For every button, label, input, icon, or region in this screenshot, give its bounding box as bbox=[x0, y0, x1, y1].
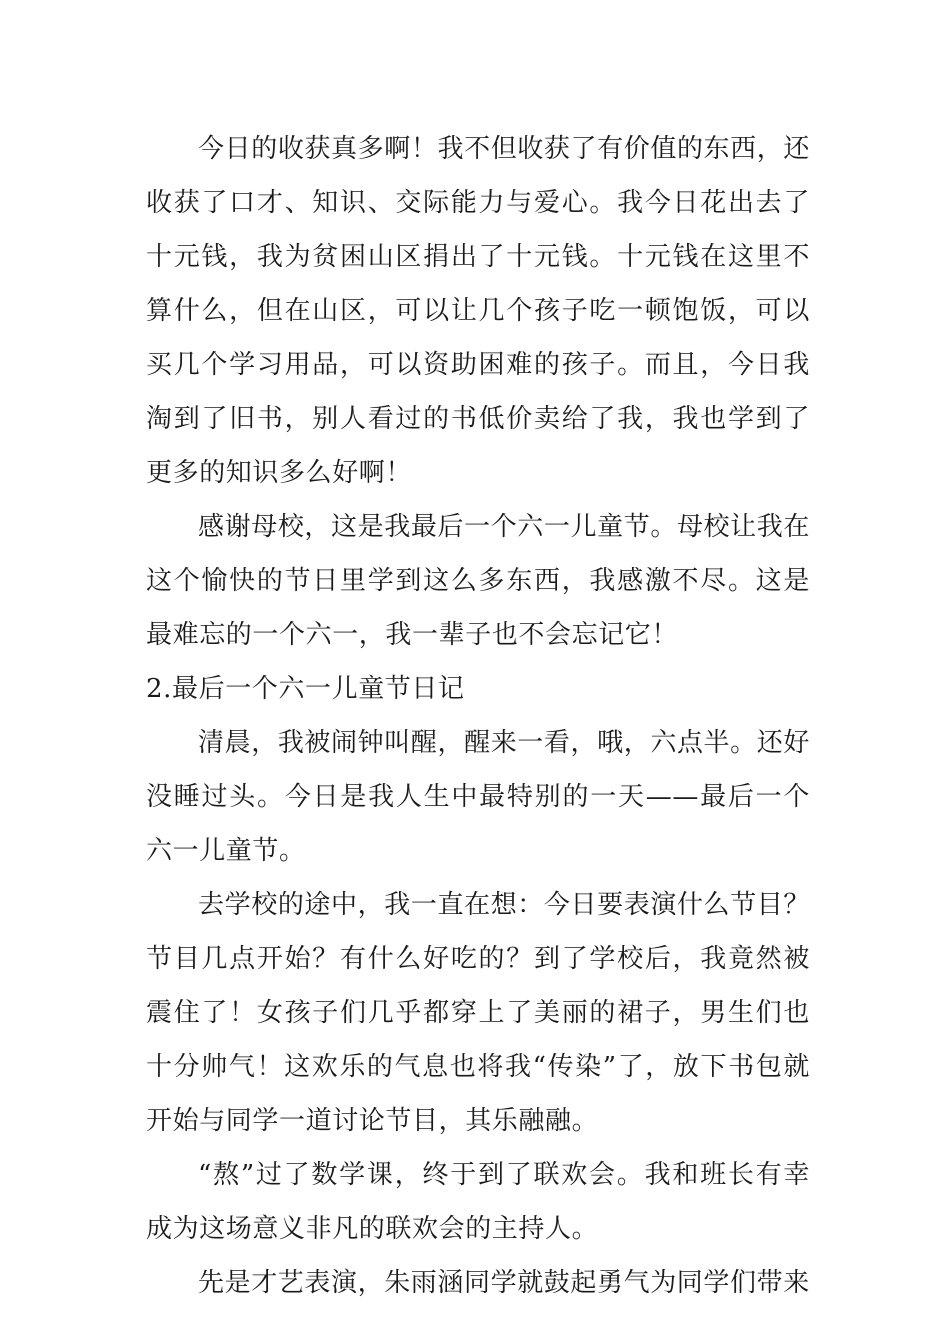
document-body bbox=[146, 122, 810, 1310]
paragraph-party: “熬”过了数学课，终于到了联欢会。我和班长有幸成为这场意义非凡的联欢会的主持人。 bbox=[146, 1160, 810, 1244]
paragraph-school: 去学校的途中，我一直在想：今日要表演什么节目？节目几点开始？有什么好吃的？到了学校后，我竟然被震住了！女孩子们几乎都穿上了美丽的裙子，男生们也十分帅气！这欢乐的气息也将我“传染”了，放下书包就开始与同学一道讨论节目，其乐融融。 bbox=[146, 890, 810, 1136]
paragraph-thanks: 感谢母校，这是我最后一个六一儿童节。母校让我在这个愉快的节日里学到这么多东西，我感激不尽。这是最难忘的一个六一，我一辈子也不会忘记它！ bbox=[146, 512, 810, 650]
paragraph-performance: 先是才艺表演，朱雨涵同学就鼓起勇气为同学们带来 bbox=[198, 1268, 810, 1298]
paragraph-morning: 清晨，我被闹钟叫醒，醒来一看，哦，六点半。还好没睡过头。今日是我人生中最特别的一天——最后一个六一儿童节。 bbox=[146, 728, 810, 866]
paragraph-harvest: 今日的收获真多啊！我不但收获了有价值的东西，还收获了口才、知识、交际能力与爱心。我今日花出去了十元钱，我为贫困山区捐出了十元钱。十元钱在这里不算什么，但在山区，可以让几个孩子吃一顿饱饭，可以买几个学习用品，可以资助困难的孩子。而且，今日我淘到了旧书，别人看过的书低价卖给了我，我也学到了更多的知识多么好啊！ bbox=[146, 134, 810, 488]
section-heading: 2.最后一个六一儿童节日记 bbox=[146, 674, 465, 704]
